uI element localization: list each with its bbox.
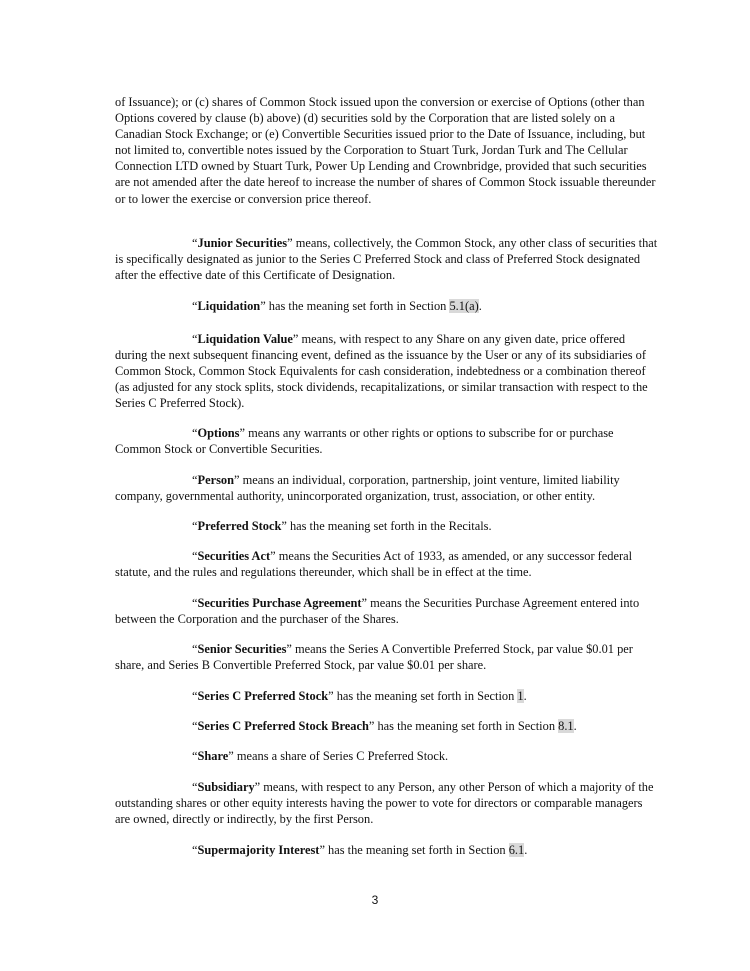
defined-term: Series C Preferred Stock Breach [197, 719, 369, 733]
section-reference[interactable]: 1 [517, 689, 524, 703]
defined-term: Senior Securities [197, 642, 287, 656]
definition-series-c-preferred-stock: “Series C Preferred Stock” has the meaning set forth in Section 1. [192, 689, 527, 703]
definition-liquidation-value: “Liquidation Value” means, with respect to any Share on any given date, price offered during the next subsequent financing event, defined as the issuance by the User or any of its subsidiaries of Common Stock, Common Stock Equivalents for cash consideration, indebtedness or a combination thereof (as adjusted for any stock splits, stock dividends, recapitalizations, or similar transaction with respect to the Series C Preferred Stock). [115, 332, 648, 411]
defined-term: Options [197, 426, 240, 440]
defined-term: Series C Preferred Stock [197, 689, 329, 703]
definition-options: “Options” means any warrants or other rights or options to subscribe for or purchase Common Stock or Convertible Securities. [115, 426, 614, 457]
defined-term: Liquidation [197, 299, 261, 313]
section-reference[interactable]: 5.1(a) [449, 299, 479, 313]
definition-share: “Share” means a share of Series C Preferred Stock. [192, 749, 449, 763]
defined-term: Liquidation Value [197, 332, 293, 346]
section-reference[interactable]: 6.1 [508, 843, 525, 857]
defined-term: Preferred Stock [197, 519, 282, 533]
definition-senior-securities: “Senior Securities” means the Series A Convertible Preferred Stock, par value $0.01 per share, and Series B Convertible Preferred Stock, par value $0.01 per share. [115, 642, 633, 673]
definition-series-c-preferred-stock-breach: “Series C Preferred Stock Breach” has the meaning set forth in Section 8.1. [192, 719, 577, 733]
definition-preferred-stock: “Preferred Stock” has the meaning set forth in the Recitals. [192, 519, 492, 533]
definition-person: “Person” means an individual, corporation, partnership, joint venture, limited liability company, governmental authority, unincorporated organization, trust, association, or other entity. [115, 473, 620, 504]
defined-term: Person [197, 473, 234, 487]
definition-subsidiary: “Subsidiary” means, with respect to any Person, any other Person of which a majority of the outstanding shares or other equity interests having the power to vote for directors or comparable managers are owned, directly or indirectly, by the first Person. [115, 780, 654, 827]
defined-term: Junior Securities [197, 236, 288, 250]
definition-liquidation: “Liquidation” has the meaning set forth in Section 5.1(a). [192, 299, 482, 313]
defined-term: Securities Purchase Agreement [197, 596, 362, 610]
definition-supermajority-interest: “Supermajority Interest” has the meaning set forth in Section 6.1. [192, 843, 528, 857]
page-number: 3 [371, 893, 379, 907]
defined-term: Supermajority Interest [197, 843, 320, 857]
definition-junior-securities: “Junior Securities” means, collectively, the Common Stock, any other class of securities that is specifically designated as junior to the Series C Preferred Stock and class of Preferred Stock designated after the effective date of this Certificate of Designation. [115, 236, 658, 283]
paragraph-continuation: of Issuance); or (c) shares of Common Stock issued upon the conversion or exercise of Options (other than Options covered by clause (b) above) (d) securities sold by the Corporation that are listed solely on a Canadian Stock Exchange; or (e) Convertible Securities issued prior to the Date of Issuance, including, but not limited to, convertible notes issued by the Corporation to Stuart Turk, Jordan Turk and The Cellular Connection LTD owned by Stuart Turk, Power Up Lending and Crownbridge, provided that such securities are not amended after the date hereof to increase the number of shares of Common Stock issuable thereunder or to lower the exercise or conversion price thereof. [115, 95, 656, 206]
defined-term: Share [197, 749, 229, 763]
definition-securities-purchase-agreement: “Securities Purchase Agreement” means the Securities Purchase Agreement entered into between the Corporation and the purchaser of the Shares. [115, 596, 640, 627]
defined-term: Securities Act [197, 549, 271, 563]
defined-term: Subsidiary [197, 780, 255, 794]
definition-securities-act: “Securities Act” means the Securities Act of 1933, as amended, or any successor federal statute, and the rules and regulations thereunder, which shall be in effect at the time. [115, 549, 633, 580]
section-reference[interactable]: 8.1 [558, 719, 574, 733]
